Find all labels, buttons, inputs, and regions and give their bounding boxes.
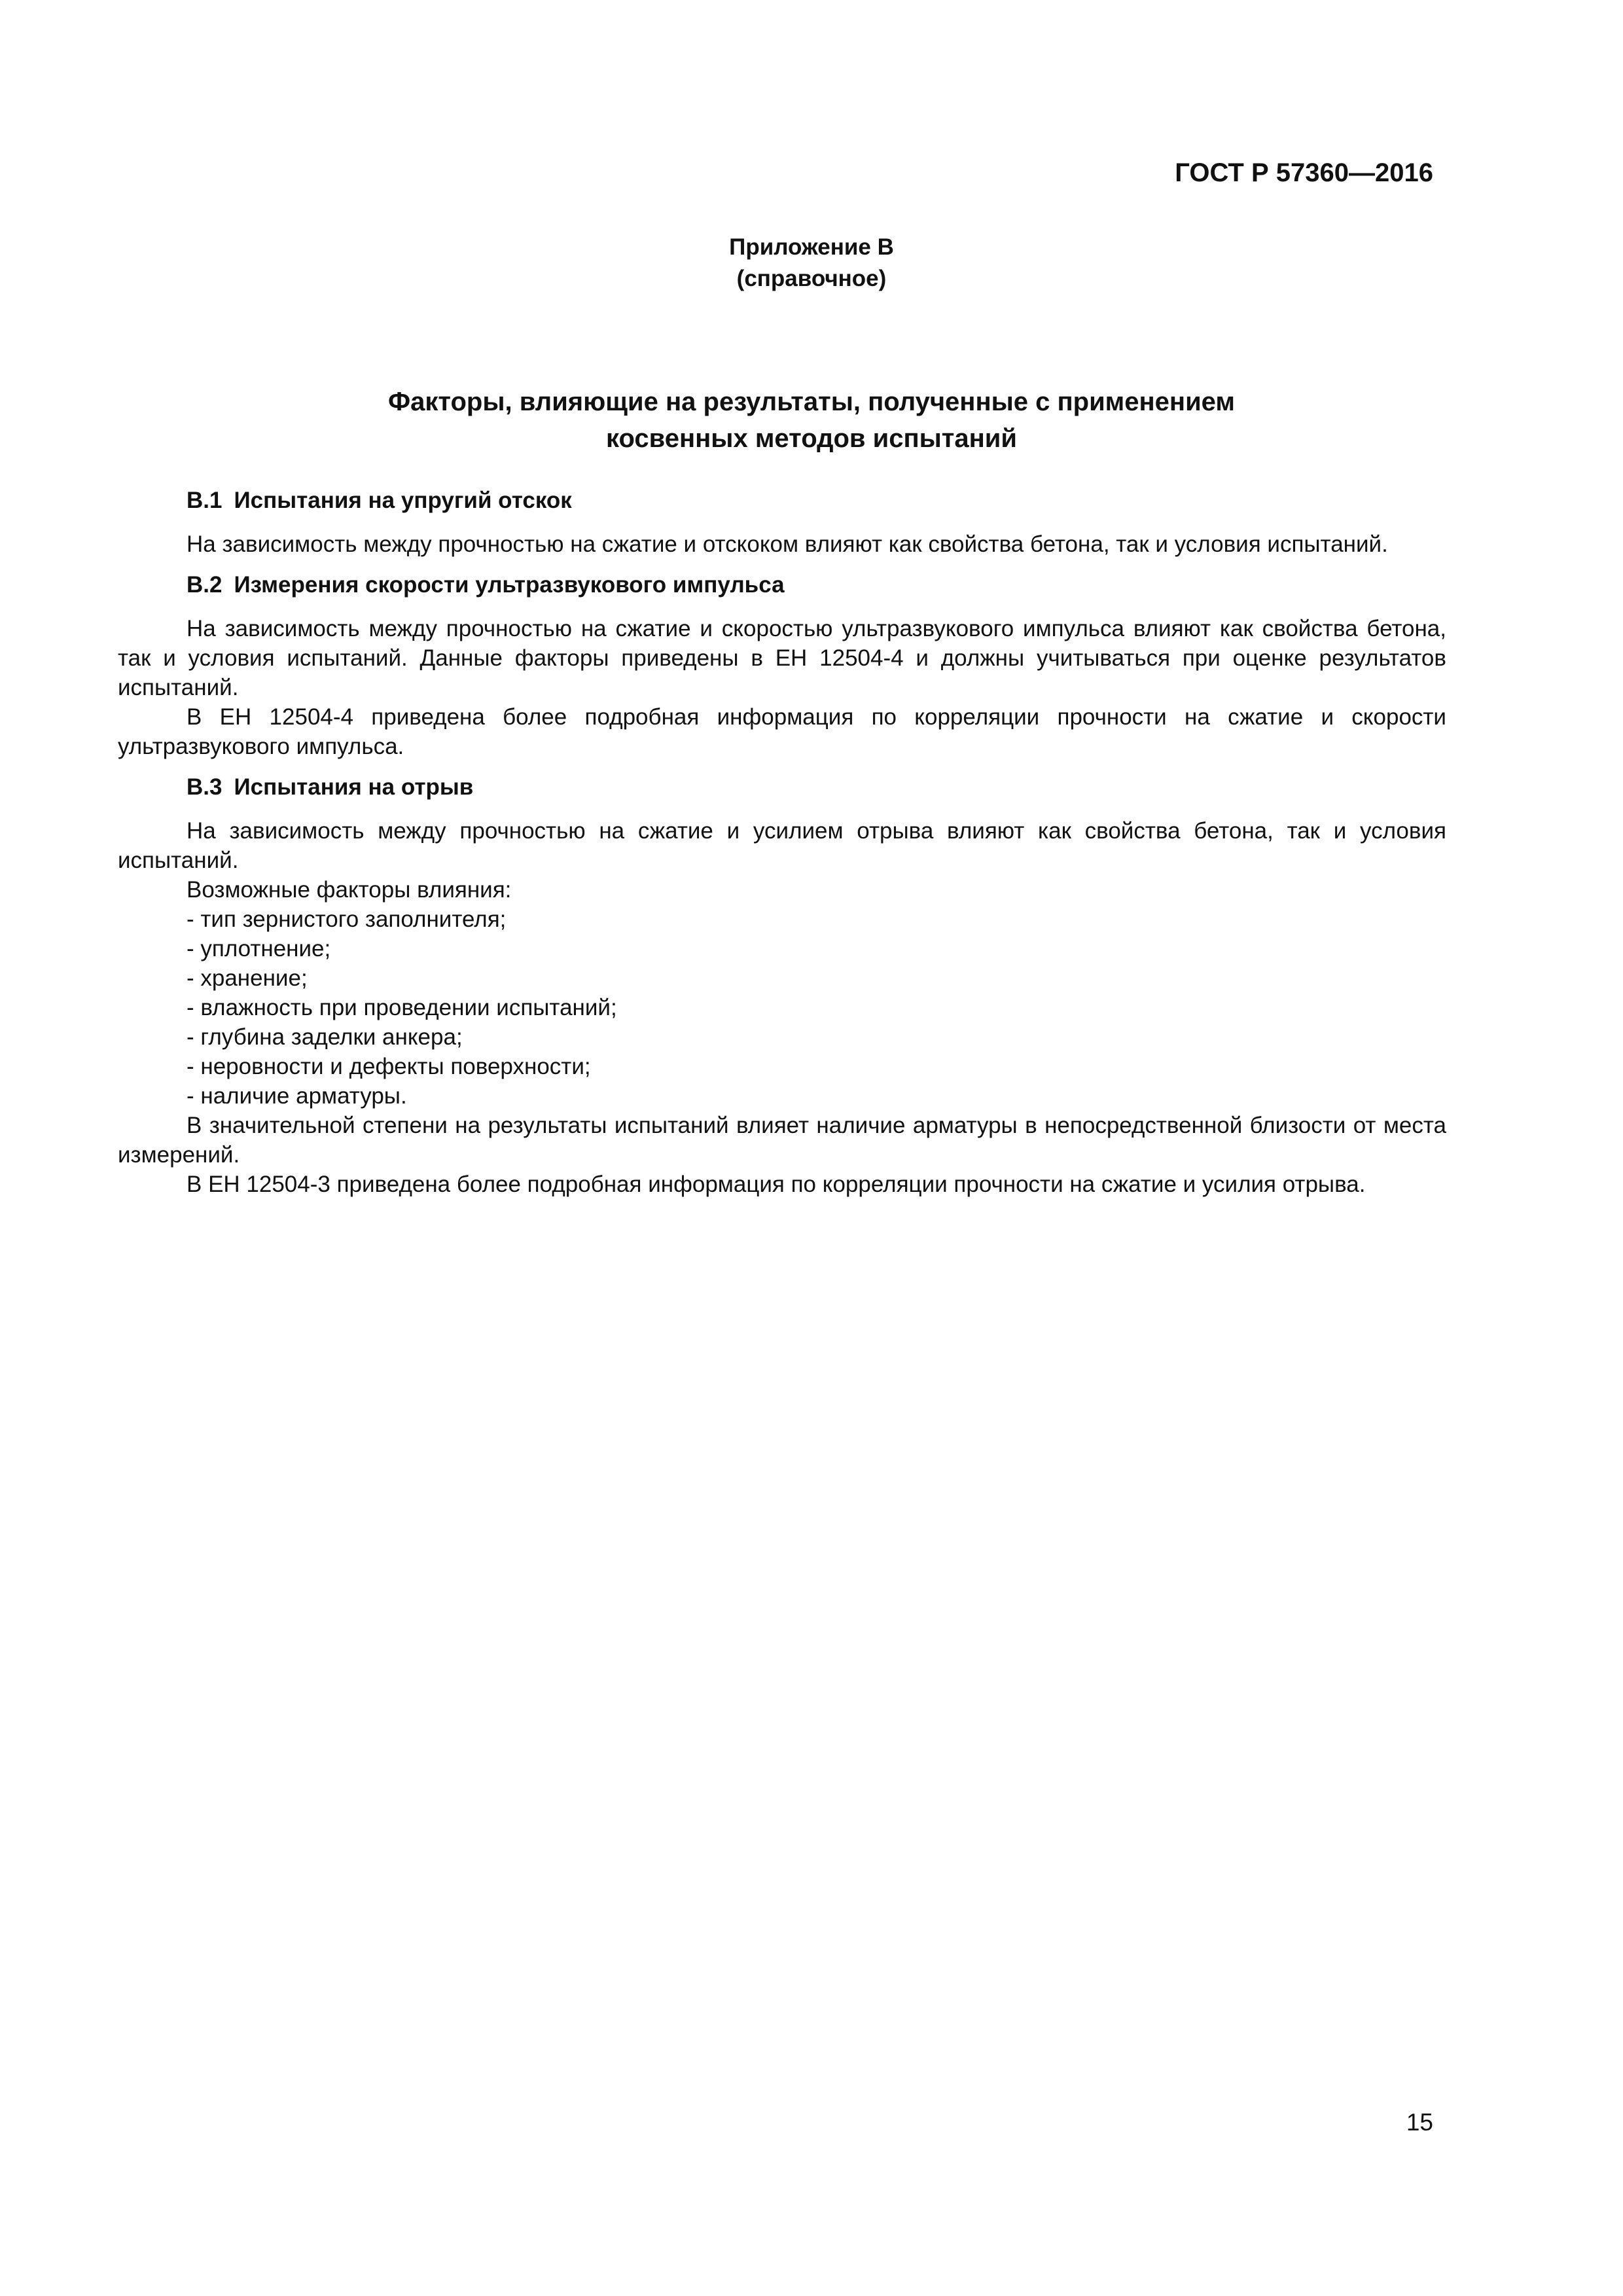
paragraph: На зависимость между прочностью на сжатие и усилием отрыва влияют как свойства бетона, так и условия испытаний. (118, 818, 1446, 873)
section-heading-b3 (118, 772, 1446, 802)
section-title: Испытания на отрыв (234, 774, 474, 800)
paragraph: На зависимость между прочностью на сжатие и скоростью ультразвукового импульса влияют как свойства бетона, так и условия испытаний. Данные факторы приведены в ЕН 12504-4 и должны учитываться при оценке результатов испытаний. (118, 616, 1446, 700)
annex-header (0, 232, 1623, 295)
section-title: Измерения скорости ультразвукового импульса (234, 572, 785, 598)
paragraph: На зависимость между прочностью на сжатие и отскоком влияют как свойства бетона, так и условия испытаний. (187, 531, 1388, 557)
section-heading-b2 (118, 570, 1446, 600)
paragraph: В ЕН 12504-3 приведена более подробная информация по корреляции прочности на сжатие и усилия отрыва. (187, 1172, 1366, 1197)
appendix-title-line-1: Факторы, влияющие на результаты, полученные с применением (388, 387, 1235, 416)
list-item: - наличие арматуры. (187, 1083, 407, 1109)
paragraph: В ЕН 12504-4 приведена более подробная информация по корреляции прочности на сжатие и скорости ультразвукового импульса. (118, 704, 1446, 759)
paragraph: Возможные факторы влияния: (187, 877, 512, 903)
section-number: В.3 (187, 774, 223, 800)
annex-label: Приложение В (729, 234, 894, 260)
paragraph: В значительной степени на результаты испытаний влияет наличие арматуры в непосредственной близости от места измерений. (118, 1113, 1446, 1168)
list-item: - влажность при проведении испытаний; (187, 995, 617, 1020)
appendix-title-line-2: косвенных методов испытаний (606, 424, 1017, 453)
section-heading-b1 (118, 486, 1446, 515)
list-item: - глубина заделки анкера; (187, 1024, 463, 1050)
list-item: - тип зернистого заполнителя; (187, 906, 507, 932)
list-item: - уплотнение; (187, 936, 331, 961)
section-number: В.1 (187, 488, 223, 513)
section-title: Испытания на упругий отскок (234, 488, 572, 513)
annex-type: (справочное) (736, 266, 887, 291)
standard-number: ГОСТ Р 57360—2016 (1175, 158, 1433, 187)
appendix-title (0, 384, 1623, 457)
document-body (118, 486, 1446, 1199)
section-number: В.2 (187, 572, 223, 598)
page-number: 15 (1406, 2109, 1433, 2136)
list-item: - хранение; (187, 965, 308, 991)
influence-factors-list (118, 905, 1446, 1111)
list-item: - неровности и дефекты поверхности; (187, 1054, 591, 1079)
